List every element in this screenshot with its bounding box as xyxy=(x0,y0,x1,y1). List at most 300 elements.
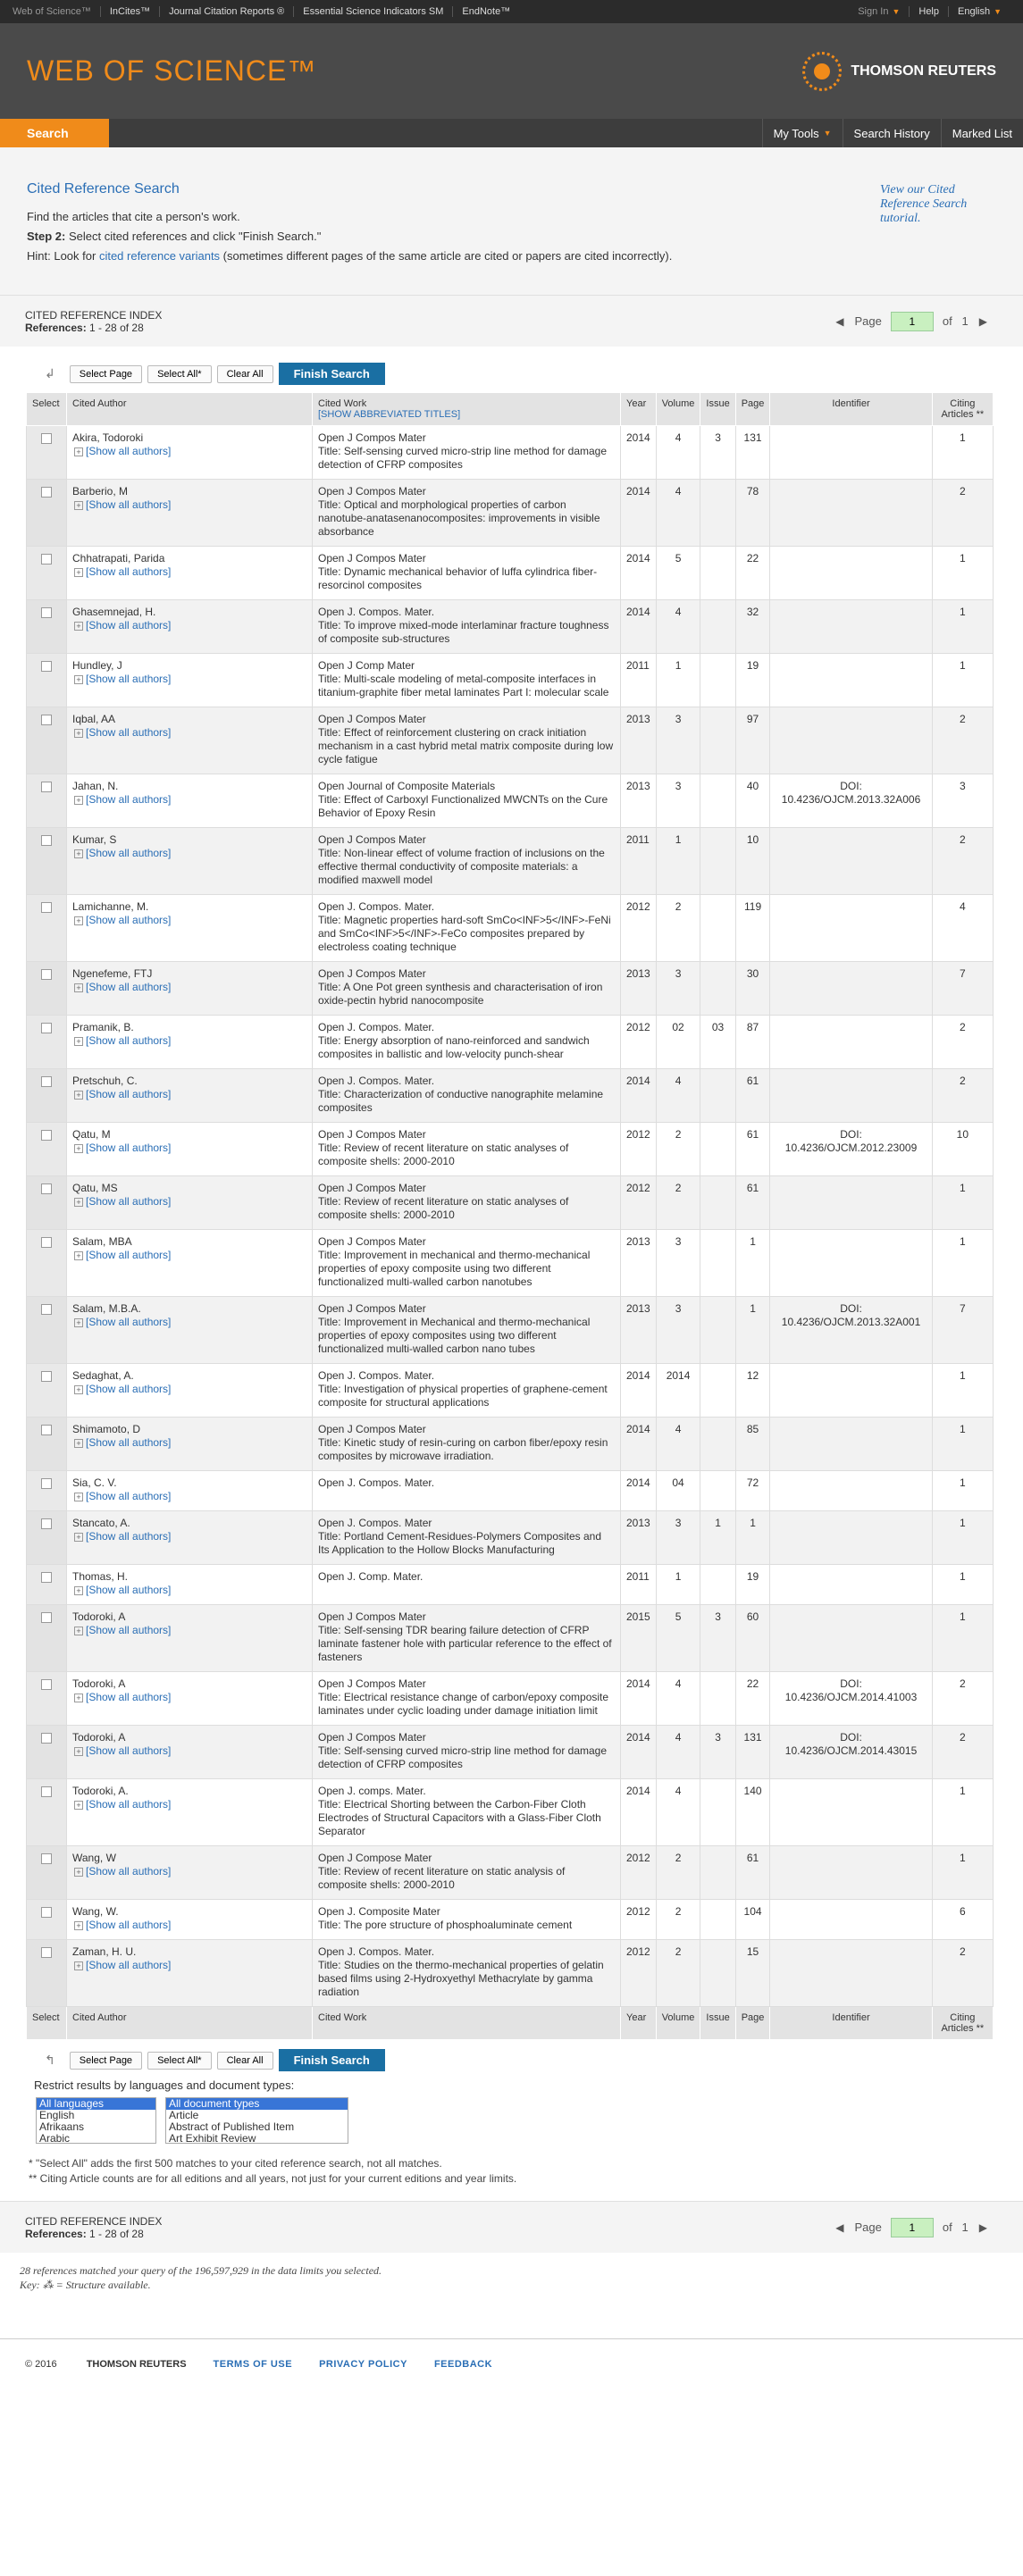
feedback-link[interactable]: FEEDBACK xyxy=(433,2359,493,2370)
table-row xyxy=(27,1364,994,1418)
cell-year: 2014 xyxy=(621,1672,657,1726)
cited-author: Sedaghat, A. xyxy=(72,1369,134,1382)
show-all-authors-link[interactable]: + [Show all authors] xyxy=(72,619,306,632)
row-checkbox[interactable] xyxy=(41,1786,52,1797)
cited-title: Title: To improve mixed-mode interlaminar fracture toughness of composite sub-structures xyxy=(318,619,609,645)
cell-volume: 3 xyxy=(656,774,700,828)
cited-author: Iqbal, AA xyxy=(72,713,116,725)
page-input[interactable] xyxy=(891,312,934,331)
cell-citing: 1 xyxy=(932,1176,993,1230)
row-checkbox[interactable] xyxy=(41,1733,52,1744)
show-all-authors-link[interactable]: + [Show all authors] xyxy=(72,1959,306,1972)
cited-journal: Open J Compos Mater xyxy=(318,967,426,980)
cited-journal: Open J. Compos. Mater. xyxy=(318,1075,435,1087)
row-checkbox[interactable] xyxy=(41,487,52,498)
cell-page: 131 xyxy=(735,1726,770,1779)
cell-year: 2013 xyxy=(621,774,657,828)
cell-page: 19 xyxy=(735,1565,770,1605)
select-all-button[interactable]: Select All* xyxy=(147,365,212,383)
cell-page: 22 xyxy=(735,547,770,600)
cited-author: Zaman, H. U. xyxy=(72,1945,137,1958)
cell-identifier xyxy=(770,1176,932,1230)
plus-icon: + xyxy=(74,1801,83,1810)
col-page: Page xyxy=(735,393,770,426)
cited-journal: Open J Compos Mater xyxy=(318,1610,426,1623)
select-page-button-bottom[interactable]: Select Page xyxy=(70,2052,142,2070)
row-checkbox[interactable] xyxy=(41,1853,52,1864)
cell-volume: 2 xyxy=(656,1940,700,2007)
cell-year: 2014 xyxy=(621,1418,657,1471)
match-summary: 28 references matched your query of the 196,597,929 in the data limits you selected. Key: ⁂ = Structure available. xyxy=(20,2264,382,2291)
table-row xyxy=(27,707,994,774)
tab-search[interactable]: Search xyxy=(0,119,109,147)
cell-identifier: DOI: 10.4236/OJCM.2014.41003 xyxy=(770,1672,932,1726)
cell-year: 2012 xyxy=(621,895,657,962)
plus-icon: + xyxy=(74,1318,83,1327)
cell-citing: 1 xyxy=(932,1471,993,1511)
cell-year: 2013 xyxy=(621,1230,657,1297)
plus-icon: + xyxy=(74,1694,83,1702)
cited-title: Title: Electrical resistance change of carbon/epoxy composite laminates under cyclic loading under damage initiation limit xyxy=(318,1691,609,1717)
cited-journal: Open J Compos Mater xyxy=(318,833,426,846)
cited-author: Thomas, H. xyxy=(72,1570,129,1583)
cell-issue xyxy=(700,654,735,707)
cited-author: Todoroki, A xyxy=(72,1610,126,1623)
table-row xyxy=(27,480,994,547)
select-all-button-bottom[interactable]: Select All* xyxy=(147,2052,212,2070)
select-page-button[interactable]: Select Page xyxy=(70,365,142,383)
page-input-bottom[interactable] xyxy=(891,2218,934,2237)
plus-icon: + xyxy=(74,1586,83,1595)
table-row xyxy=(27,895,994,962)
cited-title: Title: Optical and morphological properties of carbon nanotube-anatasenanocomposites: improvements in visible absorbance xyxy=(318,498,600,538)
cited-journal: Open J. Compos. Mater. xyxy=(318,900,435,913)
show-all-authors-link[interactable]: + [Show all authors] xyxy=(72,673,306,686)
cited-author: Ngenefeme, FTJ xyxy=(72,967,153,980)
cell-citing: 1 xyxy=(932,547,993,600)
cited-title: Title: Non-linear effect of volume fraction of inclusions on the effective thermal conductivity of composite materials: a modified maxwell model xyxy=(318,847,605,886)
show-all-authors-link[interactable]: + [Show all authors] xyxy=(72,847,306,860)
cited-journal: Open J Compose Mater xyxy=(318,1852,432,1864)
wos-logo[interactable]: WEB OF SCIENCE™ xyxy=(27,54,317,87)
chevron-down-icon: ▼ xyxy=(823,129,832,138)
cell-issue xyxy=(700,480,735,547)
list-option[interactable]: All document types xyxy=(166,2098,348,2110)
cell-issue xyxy=(700,1672,735,1726)
cell-volume: 2 xyxy=(656,895,700,962)
cell-identifier: DOI: 10.4236/OJCM.2013.32A006 xyxy=(770,774,932,828)
chevron-down-icon: ▼ xyxy=(994,7,1002,16)
cited-journal: Open J. Compos. Mater. xyxy=(318,1945,435,1958)
cell-year: 2014 xyxy=(621,1726,657,1779)
account-link[interactable]: Sign In ▼ xyxy=(858,6,910,17)
my-tools-menu[interactable]: My Tools ▼ xyxy=(762,119,843,147)
cell-volume: 2 xyxy=(656,1900,700,1940)
plus-icon: + xyxy=(74,447,83,456)
list-option[interactable]: Arabic xyxy=(39,2132,71,2144)
cell-year: 2014 xyxy=(621,1069,657,1123)
table-row xyxy=(27,1230,994,1297)
cell-issue xyxy=(700,1230,735,1297)
table-row xyxy=(27,426,994,480)
pager-bottom: ◀ Page 1 of 1 ▶ xyxy=(825,2218,998,2237)
cell-page: 87 xyxy=(735,1016,770,1069)
cited-journal: Open J. Compos. Mater. xyxy=(318,1021,435,1033)
cell-issue: 3 xyxy=(700,1726,735,1779)
show-all-authors-link[interactable]: + [Show all authors] xyxy=(72,1316,306,1329)
row-checkbox[interactable] xyxy=(41,1518,52,1529)
row-checkbox[interactable] xyxy=(41,1907,52,1918)
row-checkbox[interactable] xyxy=(41,1183,52,1194)
cell-volume: 4 xyxy=(656,1672,700,1726)
marked-list-link[interactable]: Marked List xyxy=(941,119,1023,147)
cited-title: Title: Magnetic properties hard-soft SmCo<INF>5</INF>-FeNi and SmCo<INF>5</INF>-FeCo composites prepared by electroless coating technique xyxy=(318,914,611,953)
top-link[interactable]: Journal Citation Reports ® xyxy=(160,6,294,17)
cited-title: Title: Review of recent literature on static analyses of composite shells: 2000-2010 xyxy=(318,1142,569,1167)
cell-volume: 3 xyxy=(656,1511,700,1565)
cell-citing: 2 xyxy=(932,1069,993,1123)
show-all-authors-link[interactable]: + [Show all authors] xyxy=(72,1034,306,1048)
cell-year: 2013 xyxy=(621,707,657,774)
show-all-authors-link[interactable]: + [Show all authors] xyxy=(72,1584,306,1597)
show-all-authors-link[interactable]: + [Show all authors] xyxy=(72,445,306,458)
pager-top: ◀ Page 1 of 1 ▶ xyxy=(825,312,998,331)
row-checkbox[interactable] xyxy=(41,1023,52,1033)
cell-identifier xyxy=(770,707,932,774)
cited-journal: Open J. comps. Mater. xyxy=(318,1785,426,1797)
cell-issue xyxy=(700,1123,735,1176)
cell-citing: 1 xyxy=(932,600,993,654)
select-arrow-icon: ↰ xyxy=(45,2053,55,2067)
row-checkbox[interactable] xyxy=(41,1304,52,1315)
cited-journal: Open J. Comp. Mater. xyxy=(318,1570,423,1583)
cell-citing: 1 xyxy=(932,1230,993,1297)
show-all-authors-link[interactable]: + [Show all authors] xyxy=(72,1142,306,1155)
top-controls xyxy=(0,347,1023,392)
cited-author: Todoroki, A. xyxy=(72,1785,129,1797)
cited-author: Sia, C. V. xyxy=(72,1476,117,1489)
cell-volume: 1 xyxy=(656,1565,700,1605)
cited-journal: Open J Compos Mater xyxy=(318,1677,426,1690)
show-all-authors-link[interactable]: + [Show all authors] xyxy=(72,914,306,927)
cited-author: Qatu, M xyxy=(72,1128,111,1141)
show-all-authors-link[interactable]: + [Show all authors] xyxy=(72,1383,306,1396)
table-row xyxy=(27,962,994,1016)
show-all-authors-link[interactable]: + [Show all authors] xyxy=(72,1088,306,1101)
plus-icon: + xyxy=(74,1037,83,1046)
row-checkbox[interactable] xyxy=(41,1237,52,1248)
cited-author: Pramanik, B. xyxy=(72,1021,134,1033)
cell-issue xyxy=(700,1846,735,1900)
cell-citing: 1 xyxy=(932,426,993,480)
cited-title: Title: Kinetic study of resin-curing on carbon fiber/epoxy resin composites by microwave irradiation. xyxy=(318,1436,608,1462)
cell-citing: 2 xyxy=(932,1016,993,1069)
show-all-authors-link[interactable]: + [Show all authors] xyxy=(72,981,306,994)
cell-year: 2015 xyxy=(621,1605,657,1672)
show-all-authors-link[interactable]: + [Show all authors] xyxy=(72,1195,306,1209)
top-link[interactable]: Essential Science Indicators SM xyxy=(294,6,453,17)
table-header xyxy=(27,393,994,426)
cell-issue xyxy=(700,774,735,828)
list-option[interactable]: Abstract of Published Item xyxy=(169,2120,295,2133)
show-all-authors-link[interactable]: + [Show all authors] xyxy=(72,1490,306,1503)
cited-journal: Open J Compos Mater xyxy=(318,485,426,498)
clear-all-button[interactable]: Clear All xyxy=(217,365,273,383)
show-all-authors-link[interactable]: + [Show all authors] xyxy=(72,1249,306,1262)
show-all-authors-link[interactable]: + [Show all authors] xyxy=(72,1919,306,1932)
cell-year: 2014 xyxy=(621,1471,657,1511)
table-row xyxy=(27,1123,994,1176)
cell-issue: 1 xyxy=(700,1511,735,1565)
show-all-authors-link[interactable]: + [Show all authors] xyxy=(72,1744,306,1758)
step-line: Step 2: Select cited references and click "Finish Search." xyxy=(27,230,322,243)
row-checkbox[interactable] xyxy=(41,1371,52,1382)
cited-title: Title: Portland Cement-Residues-Polymers Composites and Its Application to the Hollow Blocks Manufacturing xyxy=(318,1530,602,1556)
cell-page: 72 xyxy=(735,1471,770,1511)
account-link[interactable]: English ▼ xyxy=(958,6,1002,17)
plus-icon: + xyxy=(74,1627,83,1635)
show-all-authors-link[interactable]: + [Show all authors] xyxy=(72,726,306,740)
cell-identifier xyxy=(770,962,932,1016)
cell-year: 2012 xyxy=(621,1940,657,2007)
show-all-authors-link[interactable]: + [Show all authors] xyxy=(72,1798,306,1811)
row-checkbox[interactable] xyxy=(41,607,52,618)
search-history-link[interactable]: Search History xyxy=(843,119,941,147)
cited-author: Salam, M.B.A. xyxy=(72,1302,141,1315)
cell-volume: 4 xyxy=(656,600,700,654)
table-footer: Select Cited Author Cited Work Year Volume Issue Page Identifier Citing Articles ** xyxy=(27,2007,994,2040)
cited-author: Todoroki, A xyxy=(72,1731,126,1744)
show-all-authors-link[interactable]: + [Show all authors] xyxy=(72,1624,306,1637)
finish-search-button[interactable]: Finish Search xyxy=(279,363,385,385)
cell-citing: 2 xyxy=(932,1672,993,1726)
cell-volume: 4 xyxy=(656,1779,700,1846)
row-checkbox[interactable] xyxy=(41,1572,52,1583)
cell-citing: 4 xyxy=(932,895,993,962)
row-checkbox[interactable] xyxy=(41,433,52,444)
cell-identifier xyxy=(770,895,932,962)
cell-volume: 02 xyxy=(656,1016,700,1069)
restrict-label: Restrict results by languages and document types: xyxy=(34,2078,295,2092)
nav-right xyxy=(762,119,1023,147)
cited-title: Title: Self-sensing TDR bearing failure detection of CFRP laminate fastener hole with particular reference to the effect of fasteners xyxy=(318,1624,612,1663)
languages-select[interactable] xyxy=(36,2097,156,2144)
cell-page: 140 xyxy=(735,1779,770,1846)
table-row xyxy=(27,1779,994,1846)
table-row xyxy=(27,1418,994,1471)
cell-volume: 2 xyxy=(656,1176,700,1230)
cited-title: Title: Energy absorption of nano-reinforced and sandwich composites in ballistic and low-velocity punch-shear xyxy=(318,1034,590,1060)
cell-year: 2012 xyxy=(621,1176,657,1230)
cell-identifier xyxy=(770,1605,932,1672)
cell-page: 19 xyxy=(735,654,770,707)
table-row xyxy=(27,1069,994,1123)
cited-journal: Open J. Composite Mater xyxy=(318,1905,440,1918)
bottom-controls xyxy=(0,2040,1023,2077)
cited-title: Title: Electrical Shorting between the Carbon-Fiber Cloth Electrodes of Structural Capacitors with a Glass-Fiber Cloth Separator xyxy=(318,1798,601,1837)
cell-citing: 6 xyxy=(932,1900,993,1940)
cell-issue xyxy=(700,1069,735,1123)
plus-icon: + xyxy=(74,983,83,992)
cell-volume: 04 xyxy=(656,1471,700,1511)
col-issue: Issue xyxy=(700,393,735,426)
cell-citing: 7 xyxy=(932,962,993,1016)
tutorial-link[interactable]: View our Cited Reference Search tutorial. xyxy=(880,183,968,225)
prev-page-icon[interactable]: ◀ xyxy=(835,2221,844,2234)
cited-title: Title: A One Pot green synthesis and characterisation of iron oxide-pectin hybrid nanocomposite xyxy=(318,981,603,1007)
cited-author: Barberio, M xyxy=(72,485,129,498)
cited-author: Pretschuh, C. xyxy=(72,1075,138,1087)
prev-page-icon[interactable]: ◀ xyxy=(835,314,844,328)
cited-journal: Open J Compos Mater xyxy=(318,1235,426,1248)
row-checkbox[interactable] xyxy=(41,902,52,913)
plus-icon: + xyxy=(74,1868,83,1877)
cell-year: 2014 xyxy=(621,1364,657,1418)
privacy-link[interactable]: PRIVACY POLICY xyxy=(319,2359,407,2370)
list-option[interactable]: Afrikaans xyxy=(39,2120,85,2133)
list-option[interactable]: All languages xyxy=(37,2098,155,2110)
restrict-lists xyxy=(0,2094,1023,2147)
cell-volume: 3 xyxy=(656,962,700,1016)
table-row xyxy=(27,1846,994,1900)
cell-issue xyxy=(700,1176,735,1230)
cell-identifier xyxy=(770,1230,932,1297)
next-page-icon[interactable]: ▶ xyxy=(978,2221,987,2234)
finish-search-button-bottom[interactable]: Finish Search xyxy=(279,2049,385,2071)
cell-issue xyxy=(700,547,735,600)
list-option[interactable]: English xyxy=(39,2109,75,2121)
row-checkbox[interactable] xyxy=(41,661,52,672)
cell-volume: 3 xyxy=(656,1230,700,1297)
cell-citing: 3 xyxy=(932,774,993,828)
cell-identifier xyxy=(770,600,932,654)
col-citing: Citing Articles ** xyxy=(932,393,993,426)
cell-year: 2014 xyxy=(621,1779,657,1846)
plus-icon: + xyxy=(74,1198,83,1207)
row-checkbox[interactable] xyxy=(41,782,52,792)
top-link[interactable]: InCites™ xyxy=(101,6,160,17)
table-row xyxy=(27,1605,994,1672)
plus-icon: + xyxy=(74,1144,83,1153)
table-row xyxy=(27,547,994,600)
cell-identifier xyxy=(770,1016,932,1069)
col-select: Select xyxy=(27,393,67,426)
list-option[interactable]: Art Exhibit Review xyxy=(169,2132,256,2144)
show-all-authors-link[interactable]: + [Show all authors] xyxy=(72,1436,306,1450)
cited-title: Title: Studies on the thermo-mechanical properties of gelatin based films using 2-Hydroxyethyl Methacrylate by gamma radiation xyxy=(318,1959,604,1998)
show-all-authors-link[interactable]: + [Show all authors] xyxy=(72,498,306,512)
clear-all-button-bottom[interactable]: Clear All xyxy=(217,2052,273,2070)
row-checkbox[interactable] xyxy=(41,554,52,565)
cited-journal: Open J Compos Mater xyxy=(318,1182,426,1194)
show-all-authors-link[interactable]: + [Show all authors] xyxy=(72,1530,306,1543)
cell-identifier xyxy=(770,1565,932,1605)
row-checkbox[interactable] xyxy=(41,1076,52,1087)
cited-author: Akira, Todoroki xyxy=(72,431,144,444)
cell-identifier xyxy=(770,1364,932,1418)
row-checkbox[interactable] xyxy=(41,1130,52,1141)
top-link[interactable]: EndNote™ xyxy=(462,6,511,17)
cell-identifier xyxy=(770,480,932,547)
cited-author: Kumar, S xyxy=(72,833,117,846)
account-link[interactable]: Help xyxy=(910,6,949,17)
cell-citing: 2 xyxy=(932,1940,993,2007)
cell-issue xyxy=(700,962,735,1016)
row-checkbox[interactable] xyxy=(41,1612,52,1623)
table-row xyxy=(27,1900,994,1940)
cell-page: 78 xyxy=(735,480,770,547)
cell-volume: 4 xyxy=(656,426,700,480)
top-bar xyxy=(0,0,1023,23)
show-all-authors-link[interactable]: + [Show all authors] xyxy=(72,1865,306,1878)
top-link[interactable]: Web of Science™ xyxy=(13,6,101,17)
row-checkbox[interactable] xyxy=(41,1679,52,1690)
table-row xyxy=(27,1672,994,1726)
plus-icon: + xyxy=(74,916,83,925)
cited-title: Title: The pore structure of phosphoaluminate cement xyxy=(318,1919,573,1931)
cited-author: Ghasemnejad, H. xyxy=(72,606,156,618)
cited-title: Title: Self-sensing curved micro-strip line method for damage detection of CFRP composites xyxy=(318,445,608,471)
cell-issue xyxy=(700,1565,735,1605)
cell-citing: 1 xyxy=(932,1511,993,1565)
row-checkbox[interactable] xyxy=(41,969,52,980)
header xyxy=(0,23,1023,119)
cell-page: 22 xyxy=(735,1672,770,1726)
cell-year: 2014 xyxy=(621,426,657,480)
row-checkbox[interactable] xyxy=(41,835,52,846)
row-checkbox[interactable] xyxy=(41,1425,52,1435)
cited-author: Wang, W. xyxy=(72,1905,119,1918)
list-option[interactable]: Article xyxy=(169,2109,199,2121)
terms-link[interactable]: TERMS OF USE xyxy=(213,2359,293,2370)
row-checkbox[interactable] xyxy=(41,1947,52,1958)
variants-link[interactable]: cited reference variants xyxy=(98,249,221,263)
cell-citing: 10 xyxy=(932,1123,993,1176)
cell-volume: 3 xyxy=(656,707,700,774)
show-all-authors-link[interactable]: + [Show all authors] xyxy=(72,1691,306,1704)
cited-journal: Open J Compos Mater xyxy=(318,713,426,725)
cell-citing: 1 xyxy=(932,654,993,707)
doc-types-select[interactable] xyxy=(165,2097,348,2144)
plus-icon: + xyxy=(74,1251,83,1260)
cell-identifier xyxy=(770,654,932,707)
product-links xyxy=(13,6,519,17)
cell-identifier xyxy=(770,1846,932,1900)
cited-title: Title: Dynamic mechanical behavior of luffa cylindrica fiber-resorcinol composites xyxy=(318,565,598,591)
show-all-authors-link[interactable]: + [Show all authors] xyxy=(72,565,306,579)
cited-author: Jahan, N. xyxy=(72,780,119,792)
cited-author: Stancato, A. xyxy=(72,1517,130,1529)
plus-icon: + xyxy=(74,1439,83,1448)
cell-citing: 1 xyxy=(932,1605,993,1672)
cited-journal: Open J Compos Mater xyxy=(318,1423,426,1435)
cell-citing: 7 xyxy=(932,1297,993,1364)
abbrev-toggle[interactable]: [SHOW ABBREVIATED TITLES] xyxy=(318,409,461,420)
cited-title: Title: Review of recent literature on static analysis of composite shells: 2000-2010 xyxy=(318,1865,566,1891)
cited-title: Title: Characterization of conductive nanographite melamine composites xyxy=(318,1088,604,1114)
cited-title: Title: Investigation of physical properties of graphene-cement composite for structural applications xyxy=(318,1383,608,1409)
table-row xyxy=(27,1297,994,1364)
table-row xyxy=(27,1016,994,1069)
show-all-authors-link[interactable]: + [Show all authors] xyxy=(72,793,306,807)
table-row xyxy=(27,600,994,654)
cell-year: 2012 xyxy=(621,1846,657,1900)
intro-section xyxy=(0,147,1023,295)
row-checkbox[interactable] xyxy=(41,1478,52,1489)
next-page-icon[interactable]: ▶ xyxy=(978,314,987,328)
hint-line: Hint: Look for cited reference variants (sometimes different pages of the same article are cited or papers are cited incorrectly). xyxy=(27,249,673,263)
row-checkbox[interactable] xyxy=(41,715,52,725)
